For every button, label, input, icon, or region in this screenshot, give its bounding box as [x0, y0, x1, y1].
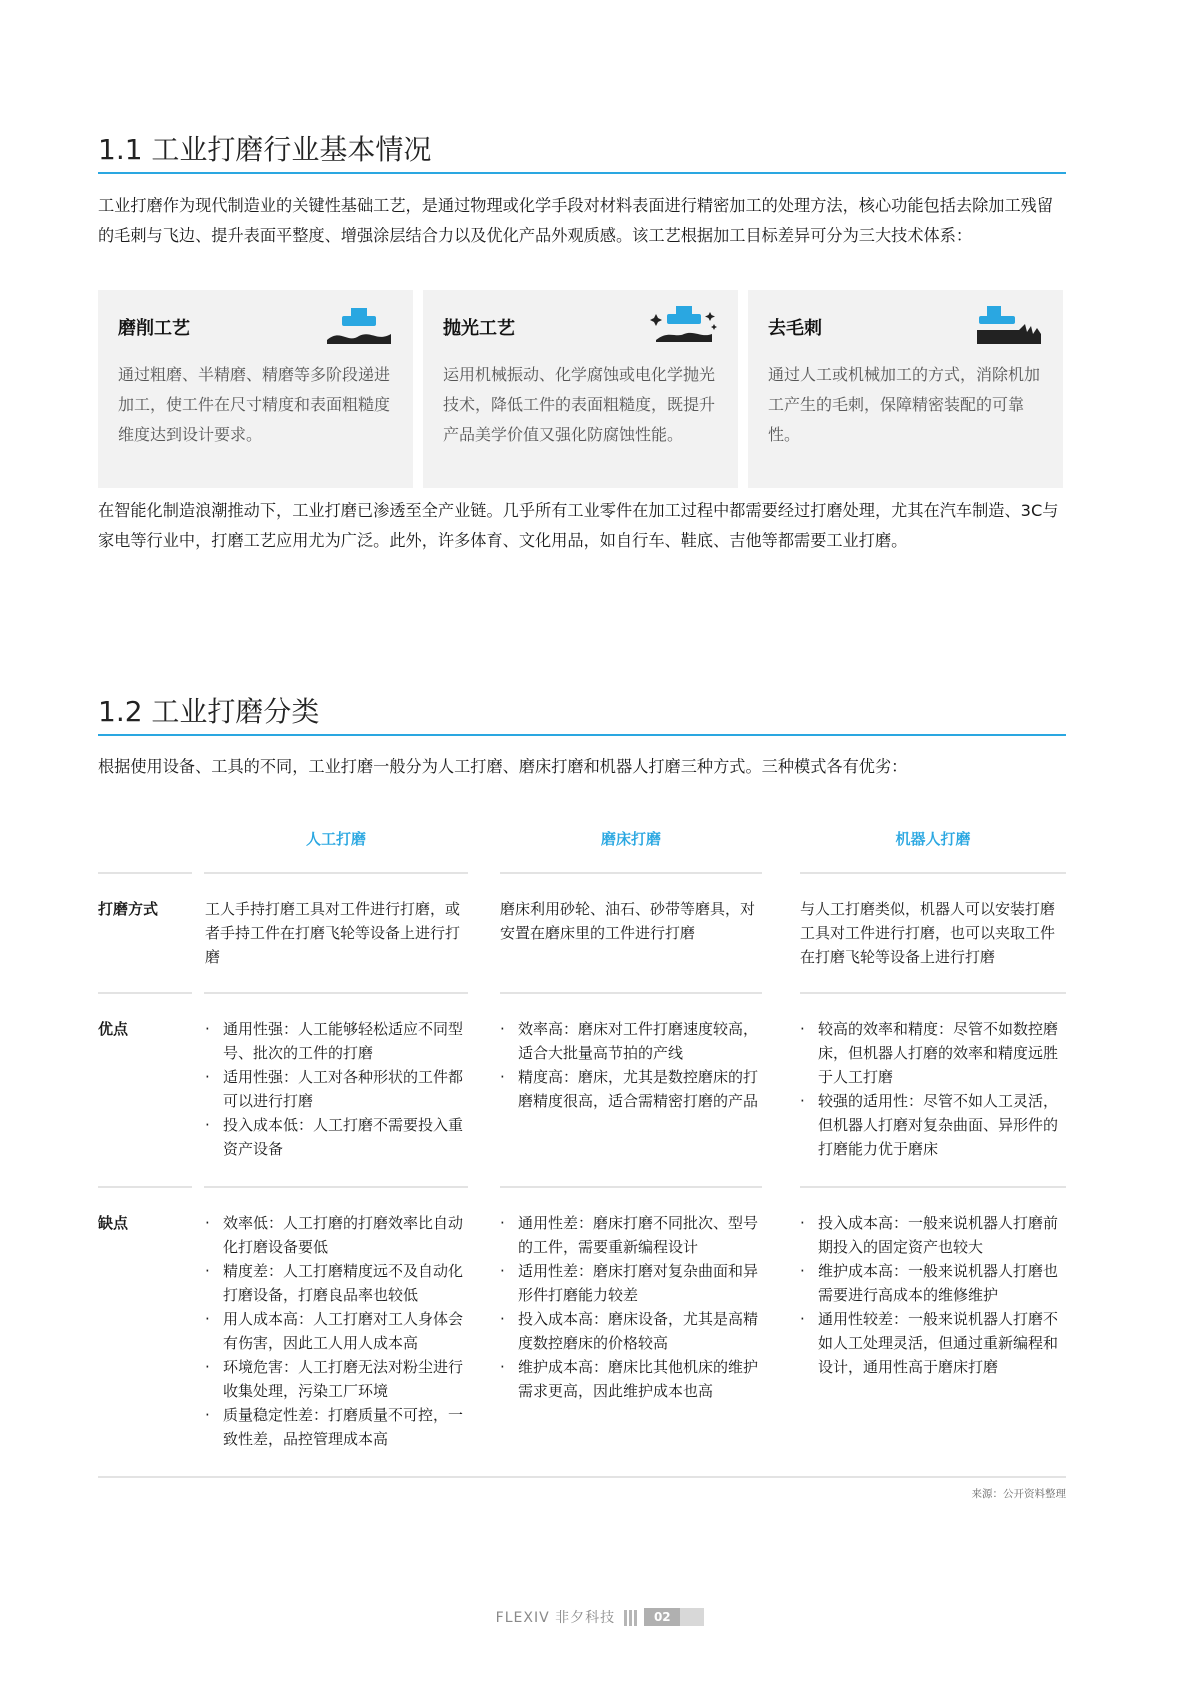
section-2-rule [98, 734, 1066, 736]
list-item: · 维护成本高：一般来说机器人打磨也需要进行高成本的维修维护 [798, 1259, 1066, 1307]
cell-pros-manual [203, 1017, 469, 1161]
cell-cons-robot [798, 1211, 1066, 1379]
card-polishing [423, 290, 738, 488]
page-footer [0, 1606, 1200, 1627]
list-item: · 通用性差：磨床打磨不同批次、型号的工件，需要重新编程设计 [498, 1211, 764, 1259]
deburring-icon [975, 304, 1043, 348]
row-label-cons: 缺点 [98, 1214, 129, 1232]
page-number-tail [680, 1608, 704, 1626]
section-2-intro: 根据使用设备、工具的不同，工业打磨一般分为人工打磨、磨床打磨和机器人打磨三种方式。三种模式各有优劣： [98, 757, 908, 776]
row-label-method: 打磨方式 [98, 900, 159, 918]
section-1-outro: 在智能化制造浪潮推动下，工业打磨已渗透至全产业链。几乎所有工业零件在加工过程中都需要经过打磨处理，尤其在汽车制造、3C与家电等行业中，打磨工艺应用尤为广泛。此外，许多体育、文化用品，如自行车、鞋底、吉他等都需要工业打磨。 [98, 501, 1059, 550]
list-item: · 质量稳定性差：打磨质量不可控，一致性差，品控管理成本高 [203, 1403, 469, 1451]
list-item: · 精度差：人工打磨精度远不及自动化打磨设备，打磨良品率也较低 [203, 1259, 469, 1307]
table-divider [500, 872, 762, 874]
list-item: · 用人成本高：人工打磨对工人身体会有伤害，因此工人用人成本高 [203, 1307, 469, 1355]
table-divider [204, 992, 468, 994]
list-item: · 效率低：人工打磨的打磨效率比自动化打磨设备要低 [203, 1211, 469, 1259]
list-item: · 维护成本高：磨床比其他机床的维护需求更高，因此维护成本也高 [498, 1355, 764, 1403]
page-number: 02 [644, 1608, 680, 1626]
list-item: · 投入成本高：一般来说机器人打磨前期投入的固定资产也较大 [798, 1211, 1066, 1259]
table-divider [98, 872, 192, 874]
section-2-title: 1.2 工业打磨分类 [98, 695, 320, 728]
section-1-intro: 工业打磨作为现代制造业的关键性基础工艺，是通过物理或化学手段对材料表面进行精密加工的处理方法，核心功能包括去除加工残留的毛刺与飞边、提升表面平整度、增强涂层结合力以及优化产品外观质感。该工艺根据加工目标差异可分为三大技术体系： [98, 196, 1054, 245]
brand-logo: FLEXIV 非夕科技 [495, 1609, 616, 1626]
table-bottom-rule [98, 1476, 1066, 1478]
card-deburring [748, 290, 1063, 488]
list-item: · 较高的效率和精度：尽管不如数控磨床，但机器人打磨的效率和精度远胜于人工打磨 [798, 1017, 1066, 1089]
list-item: · 通用性较差：一般来说机器人打磨不如人工处理灵活，但通过重新编程和设计，通用性高于磨床打磨 [798, 1307, 1066, 1379]
column-header-manual: 人工打磨 [305, 830, 366, 848]
table-divider [98, 1186, 192, 1188]
list-item: · 精度高：磨床，尤其是数控磨床的打磨精度很高，适合需精密打磨的产品 [498, 1065, 764, 1113]
section-1-rule [98, 172, 1066, 174]
card-text: 运用机械振动、化学腐蚀或电化学抛光技术，降低工件的表面粗糙度，既提升产品美学价值又强化防腐蚀性能。 [443, 365, 716, 444]
cell-pros-grinder [498, 1017, 764, 1113]
table-divider [800, 1186, 1066, 1188]
card-title: 磨削工艺 [118, 318, 190, 339]
table-divider [800, 872, 1066, 874]
section-1-title: 1.1 工业打磨行业基本情况 [98, 133, 432, 166]
card-text: 通过粗磨、半精磨、精磨等多阶段递进加工，使工件在尺寸精度和表面粗糙度维度达到设计要求。 [118, 365, 391, 444]
table-divider [800, 992, 1066, 994]
cell-cons-grinder [498, 1211, 764, 1403]
list-item: · 通用性强：人工能够轻松适应不同型号、批次的工件的打磨 [203, 1017, 469, 1065]
list-item: · 投入成本高：磨床设备，尤其是高精度数控磨床的价格较高 [498, 1307, 764, 1355]
row-label-pros: 优点 [98, 1020, 129, 1038]
cell-pros-robot [798, 1017, 1066, 1161]
list-item: · 投入成本低：人工打磨不需要投入重资产设备 [203, 1113, 469, 1161]
cell-method-robot: 与人工打磨类似，机器人可以安装打磨工具对工件进行打磨，也可以夹取工件在打磨飞轮等设备上进行打磨 [800, 900, 1056, 966]
list-item: · 适用性差：磨床打磨对复杂曲面和异形件打磨能力较差 [498, 1259, 764, 1307]
list-item: · 效率高：磨床对工件打磨速度较高，适合大批量高节拍的产线 [498, 1017, 764, 1065]
cell-method-grinder: 磨床利用砂轮、油石、砂带等磨具，对安置在磨床里的工件进行打磨 [500, 900, 756, 942]
polishing-sparkle-icon [650, 304, 718, 348]
table-divider [204, 1186, 468, 1188]
table-divider [500, 992, 762, 994]
card-grinding [98, 290, 413, 488]
list-item: · 较强的适用性：尽管不如人工灵活，但机器人打磨对复杂曲面、异形件的打磨能力优于磨床 [798, 1089, 1066, 1161]
table-divider [98, 992, 192, 994]
source-note: 来源：公开资料整理 [971, 1488, 1066, 1500]
cell-method-manual: 工人手持打磨工具对工件进行打磨，或者手持工件在打磨飞轮等设备上进行打磨 [205, 900, 461, 966]
list-item: · 适用性强：人工对各种形状的工件都可以进行打磨 [203, 1065, 469, 1113]
card-title: 抛光工艺 [443, 318, 515, 339]
divider-bars-icon [624, 1607, 639, 1626]
column-header-grinder: 磨床打磨 [600, 830, 661, 848]
table-divider [500, 1186, 762, 1188]
cell-cons-manual [203, 1211, 469, 1451]
table-divider [204, 872, 468, 874]
grinding-icon [325, 304, 393, 348]
column-header-robot: 机器人打磨 [895, 830, 971, 848]
card-title: 去毛刺 [768, 318, 822, 339]
card-text: 通过人工或机械加工的方式，消除机加工产生的毛刺，保障精密装配的可靠性。 [768, 365, 1041, 444]
list-item: · 环境危害：人工打磨无法对粉尘进行收集处理，污染工厂环境 [203, 1355, 469, 1403]
